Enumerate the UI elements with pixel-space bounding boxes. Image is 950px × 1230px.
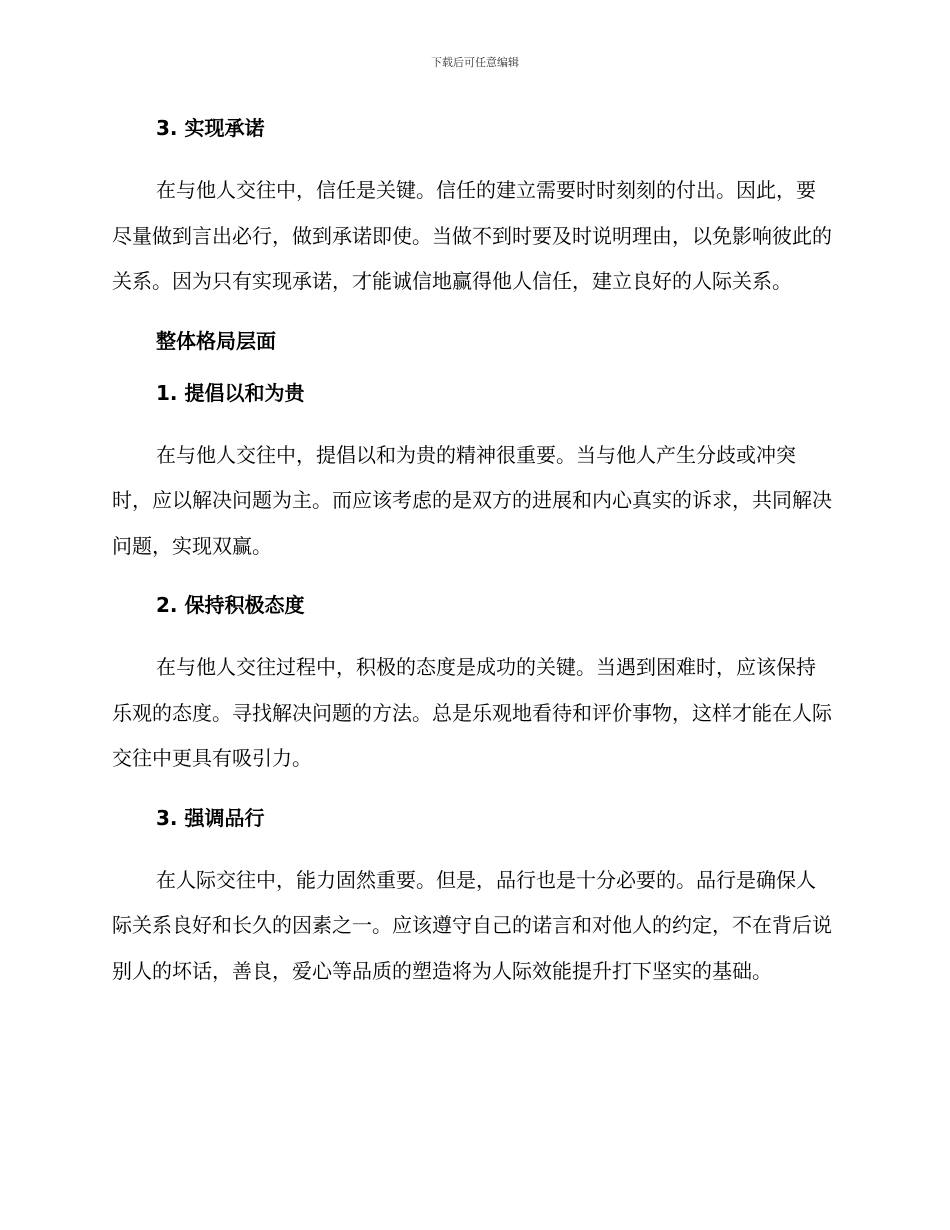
- document-body: [112, 112, 834, 994]
- paragraph-positive-attitude: 在与他人交往过程中，积极的态度是成功的关键。当遇到困难时，应该保持乐观的态度。寻找解决问题的方法。总是乐观地看待和评价事物，这样才能在人际交往中更具有吸引力。: [112, 655, 832, 770]
- paragraph-fulfill-promises: 在与他人交往中，信任是关键。信任的建立需要时时刻刻的付出。因此，要尽量做到言出必行，做到承诺即使。当做不到时要及时说明理由，以免影响彼此的关系。因为只有实现承诺，才能诚信地赢得他人信任，建立良好的人际关系。: [112, 178, 832, 293]
- section-heading-fulfill-promises: 3. 实现承诺: [156, 116, 265, 140]
- section-heading-character: 3. 强调品行: [156, 805, 265, 830]
- section-heading-overall-pattern: 整体格局层面: [156, 328, 276, 353]
- section-heading-harmony: 1. 提倡以和为贵: [156, 380, 305, 405]
- paragraph-character: 在人际交往中，能力固然重要。但是，品行也是十分必要的。品行是确保人际关系良好和长久的因素之一。应该遵守自己的诺言和对他人的约定，不在背后说别人的坏话，善良，爱心等品质的塑造将为人际效能提升打下坚实的基础。: [112, 867, 832, 983]
- paragraph-harmony: 在与他人交往中，提倡以和为贵的精神很重要。当与他人产生分歧或冲突时，应以解决问题为主。而应该考虑的是双方的进展和内心真实的诉求，共同解决问题，实现双赢。: [112, 442, 832, 558]
- section-heading-positive-attitude: 2. 保持积极态度: [156, 593, 305, 617]
- page-header: 下载后可任意编辑: [431, 56, 519, 69]
